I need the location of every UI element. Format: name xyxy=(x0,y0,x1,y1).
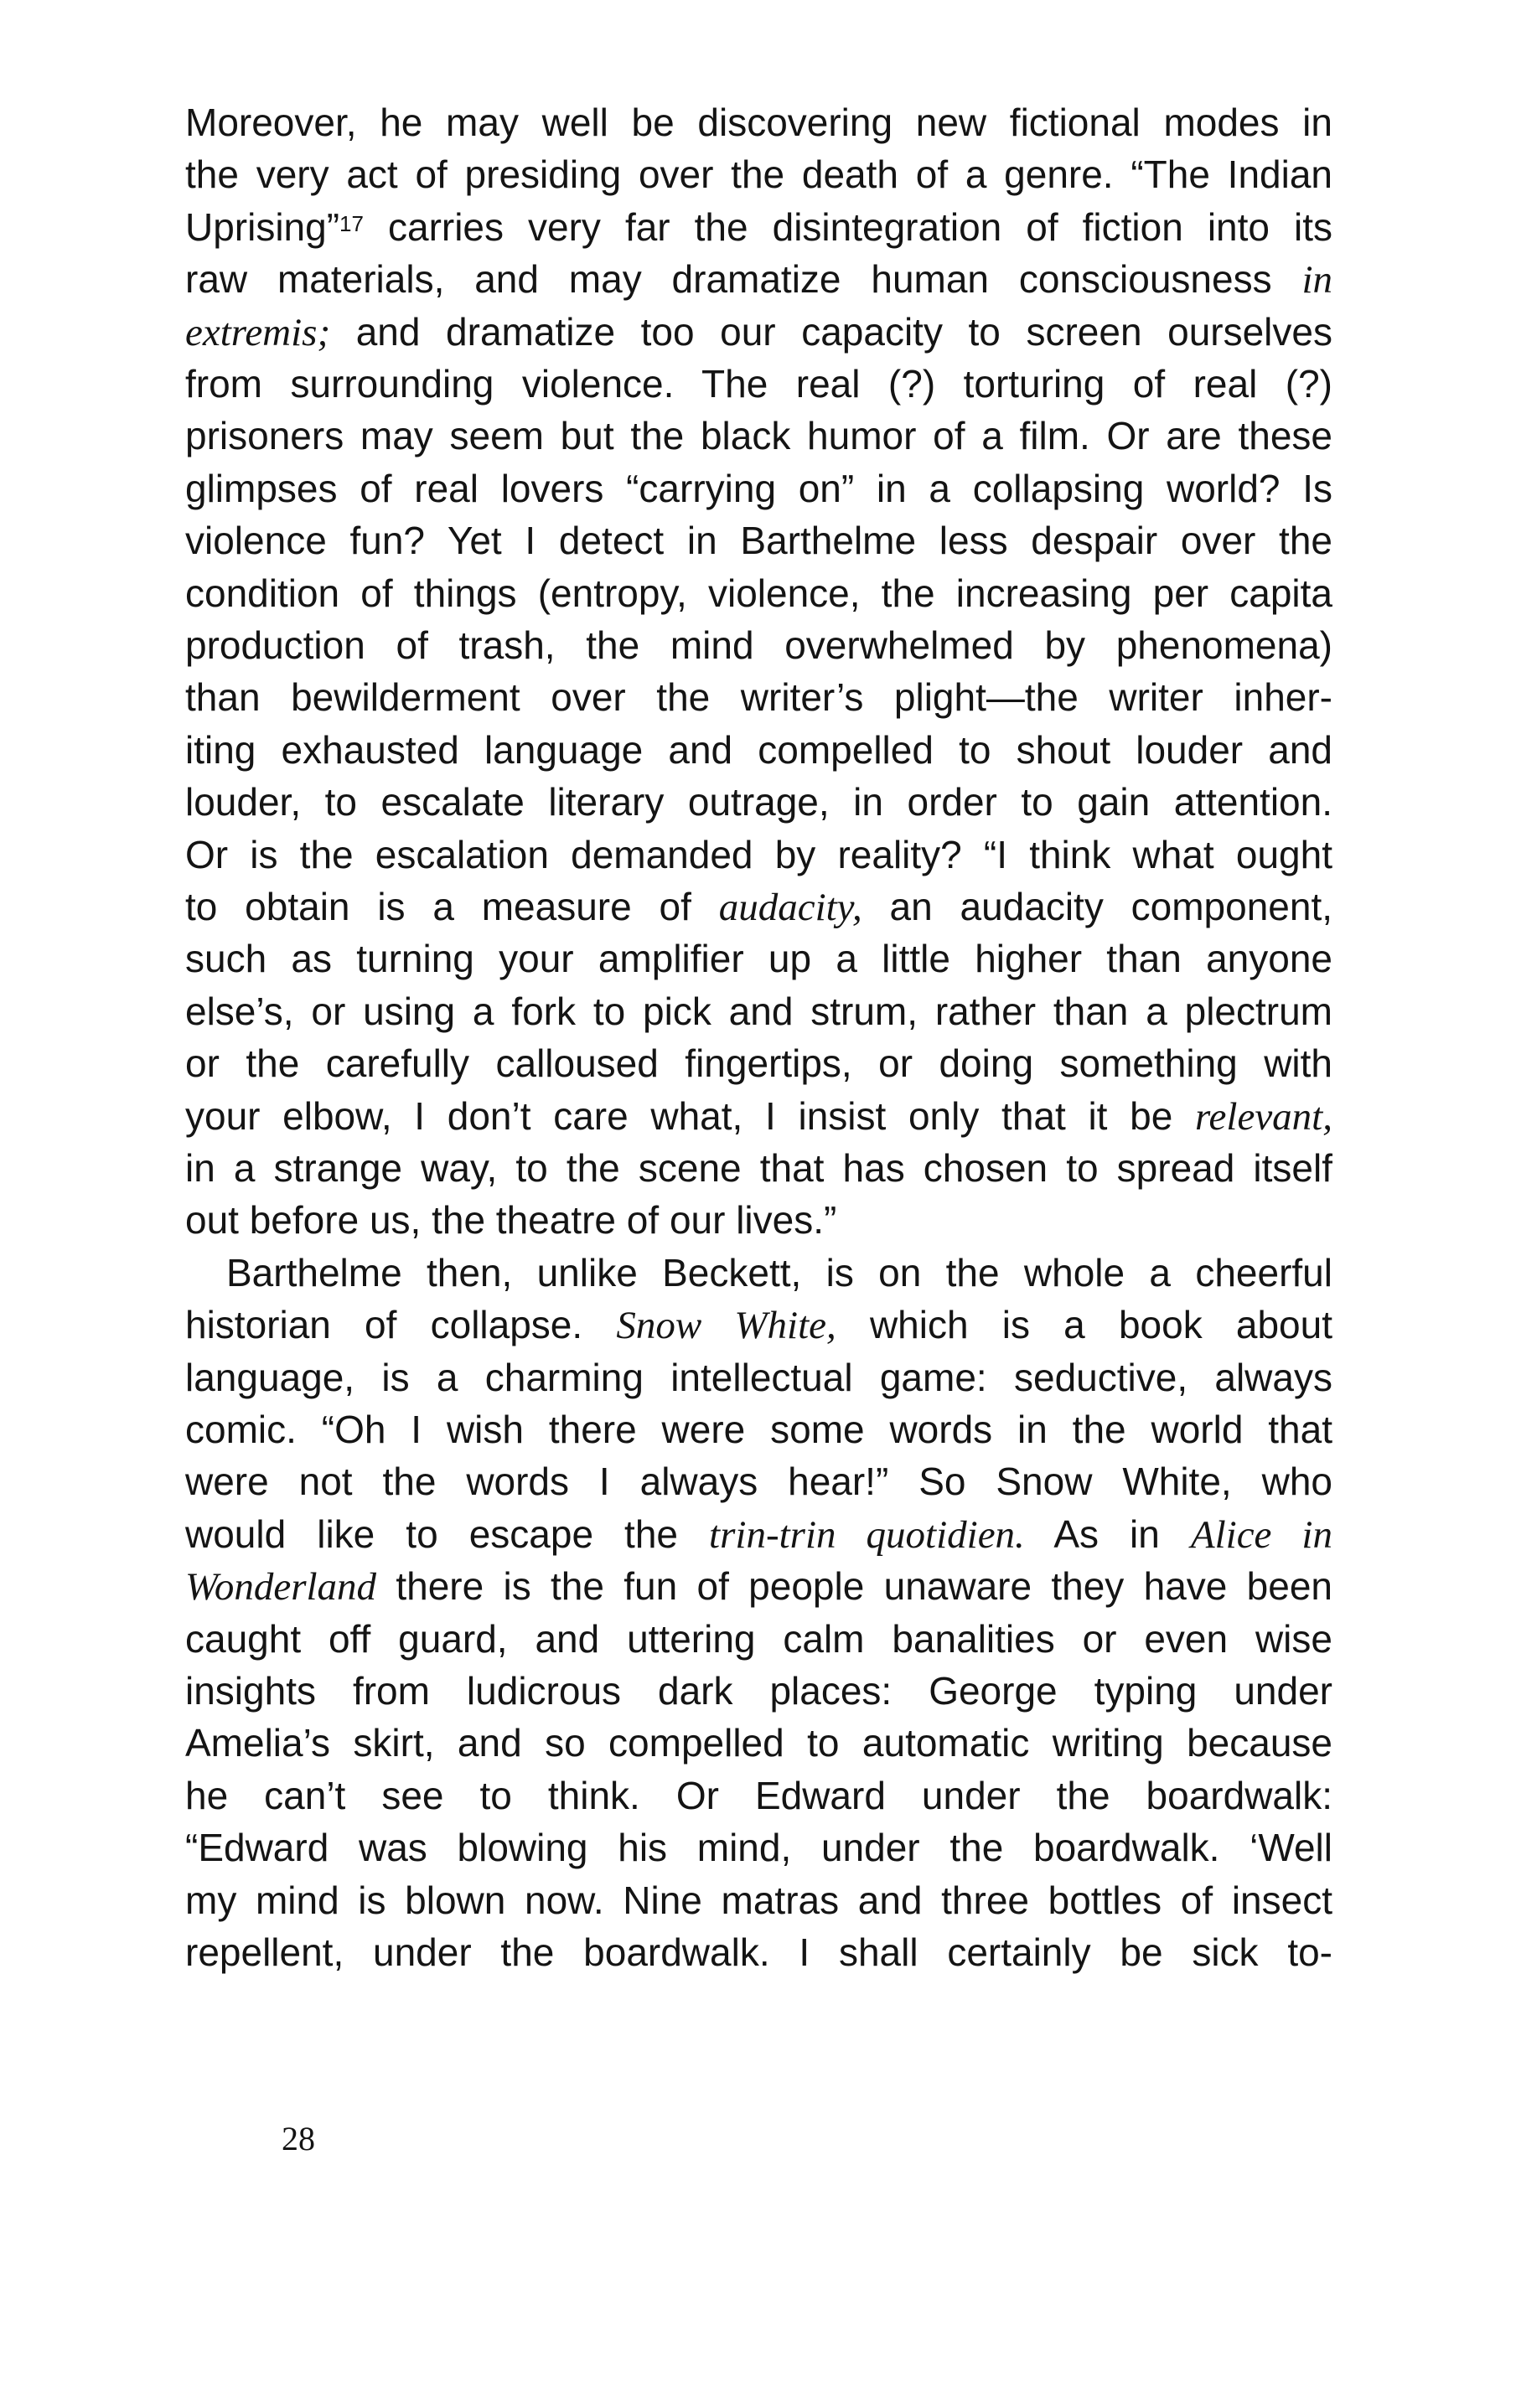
text-line xyxy=(185,1822,1332,1873)
text-line xyxy=(185,1299,1332,1351)
text-segment: Or is the escalation demanded by reality? “I think what ought xyxy=(185,832,1332,876)
text-line xyxy=(185,1508,1332,1561)
italic-text: relevant, xyxy=(1195,1094,1332,1139)
text-line xyxy=(185,1770,1332,1822)
text-segment: your elbow, I don’t care what, I insist only that it be xyxy=(185,1093,1195,1138)
text-line xyxy=(185,1560,1332,1613)
text-segment: an audacity component, xyxy=(861,885,1332,928)
text-segment: caught off guard, and uttering calm banalities or even wise xyxy=(185,1616,1332,1661)
text-line xyxy=(185,1613,1332,1665)
text-line xyxy=(185,1717,1332,1769)
text-line xyxy=(185,148,1332,200)
text-segment: production of trash, the mind overwhelmed by phenomena) xyxy=(185,623,1332,667)
text-segment: would like to escape the xyxy=(185,1511,710,1556)
text-segment: raw materials, and may dramatize human consciousness xyxy=(185,257,1302,302)
text-segment: else’s, or using a fork to pick and strum, rather than a plectrum xyxy=(185,989,1332,1033)
text-line xyxy=(185,881,1332,933)
text-segment: and dramatize too our capacity to screen ourselves xyxy=(330,309,1332,354)
text-segment: As in xyxy=(1024,1511,1191,1556)
text-line xyxy=(185,410,1332,462)
text-line xyxy=(185,1665,1332,1717)
text-line xyxy=(185,1142,1332,1194)
text-line xyxy=(185,724,1332,776)
text-line xyxy=(185,1403,1332,1455)
italic-text: Alice in xyxy=(1190,1512,1332,1557)
text-segment: insights from ludicrous dark places: George typing under xyxy=(185,1669,1332,1713)
text-segment: glimpses of real lovers “carrying on” in a collapsing world? Is xyxy=(185,466,1332,510)
italic-text: Wonderland xyxy=(185,1565,377,1610)
text-line xyxy=(185,619,1332,671)
text-segment: or the carefully calloused fingertips, or doing something with xyxy=(185,1041,1332,1086)
text-segment: violence fun? Yet I detect in Barthelme less despair over the xyxy=(185,519,1332,563)
text-segment: than bewilderment over the writer’s plight—the writer inher- xyxy=(185,675,1332,720)
text-segment: in a strange way, to the scene that has chosen to spread itself xyxy=(185,1146,1332,1190)
text-segment: Barthelme then, unlike Beckett, is on the whole a cheerful xyxy=(226,1250,1332,1294)
text-segment: historian of collapse. xyxy=(185,1303,617,1347)
text-line xyxy=(185,1874,1332,1926)
page-number: 28 xyxy=(282,2120,315,2157)
text-segment: Moreover, he may well be discovering new fictional modes in xyxy=(185,101,1332,144)
text-line xyxy=(185,306,1332,359)
text-line xyxy=(185,96,1332,148)
text-segment: my mind is blown now. Nine matras and three bottles of insect xyxy=(185,1878,1332,1922)
text-line xyxy=(185,1194,1332,1246)
text-line xyxy=(185,829,1332,881)
text-segment: repellent, under the boardwalk. I shall certainly be sick to- xyxy=(185,1930,1332,1974)
text-segment: language, is a charming intellectual game: seductive, always xyxy=(185,1355,1332,1399)
text-segment: from surrounding violence. The real (?) torturing of real (?) xyxy=(185,362,1332,406)
italic-text: audacity, xyxy=(718,886,862,929)
italic-text: in xyxy=(1301,258,1332,302)
text-line xyxy=(185,1037,1332,1089)
text-segment: louder, to escalate literary outrage, in order to gain attention. xyxy=(185,780,1332,824)
text-line xyxy=(185,514,1332,566)
text-segment: Uprising” xyxy=(185,204,340,249)
text-line xyxy=(185,671,1332,723)
text-segment: Amelia’s skirt, and so compelled to automatic writing because xyxy=(185,1721,1332,1765)
text-segment: were not the words I always hear!” So Snow White, who xyxy=(185,1460,1332,1504)
text-line xyxy=(185,201,1332,253)
text-segment: out before us, the theatre of our lives.” xyxy=(185,1198,837,1243)
text-line xyxy=(185,1090,1332,1143)
text-segment: condition of things (entropy, violence, the increasing per capita xyxy=(185,571,1332,615)
text-line xyxy=(185,253,1332,306)
italic-text: extremis; xyxy=(185,310,331,354)
text-segment: such as turning your amplifier up a little higher than anyone xyxy=(185,937,1332,981)
text-segment: comic. “Oh I wish there were some words in the world that xyxy=(185,1408,1332,1451)
italic-text: Snow White, xyxy=(616,1304,836,1348)
text-segment: carries very far the disintegration of fiction into its xyxy=(363,204,1332,249)
text-line xyxy=(185,567,1332,619)
text-segment: iting exhausted language and compelled to shout louder and xyxy=(185,727,1332,772)
text-line xyxy=(226,1247,1332,1299)
text-line xyxy=(185,358,1332,410)
text-line xyxy=(185,462,1332,514)
text-segment: which is a book about xyxy=(836,1303,1332,1347)
text-line xyxy=(185,985,1332,1037)
text-segment: the very act of presiding over the death of a genre. “The Indian xyxy=(185,152,1332,197)
text-segment: there is the fun of people unaware they have been xyxy=(376,1564,1332,1609)
text-segment: he can’t see to think. Or Edward under the boardwalk: xyxy=(185,1773,1332,1817)
text-line xyxy=(185,1926,1332,1978)
text-segment: to obtain is a measure of xyxy=(185,885,719,928)
text-line xyxy=(185,1455,1332,1507)
italic-text: trin-trin quotidien. xyxy=(709,1512,1025,1557)
text-line xyxy=(185,1351,1332,1403)
footnote-ref: 17 xyxy=(339,210,364,236)
text-segment: prisoners may seem but the black humor of a film. Or are these xyxy=(185,414,1332,458)
text-line xyxy=(185,933,1332,984)
text-line xyxy=(185,776,1332,828)
text-segment: “Edward was blowing his mind, under the boardwalk. ‘Well xyxy=(185,1826,1332,1870)
